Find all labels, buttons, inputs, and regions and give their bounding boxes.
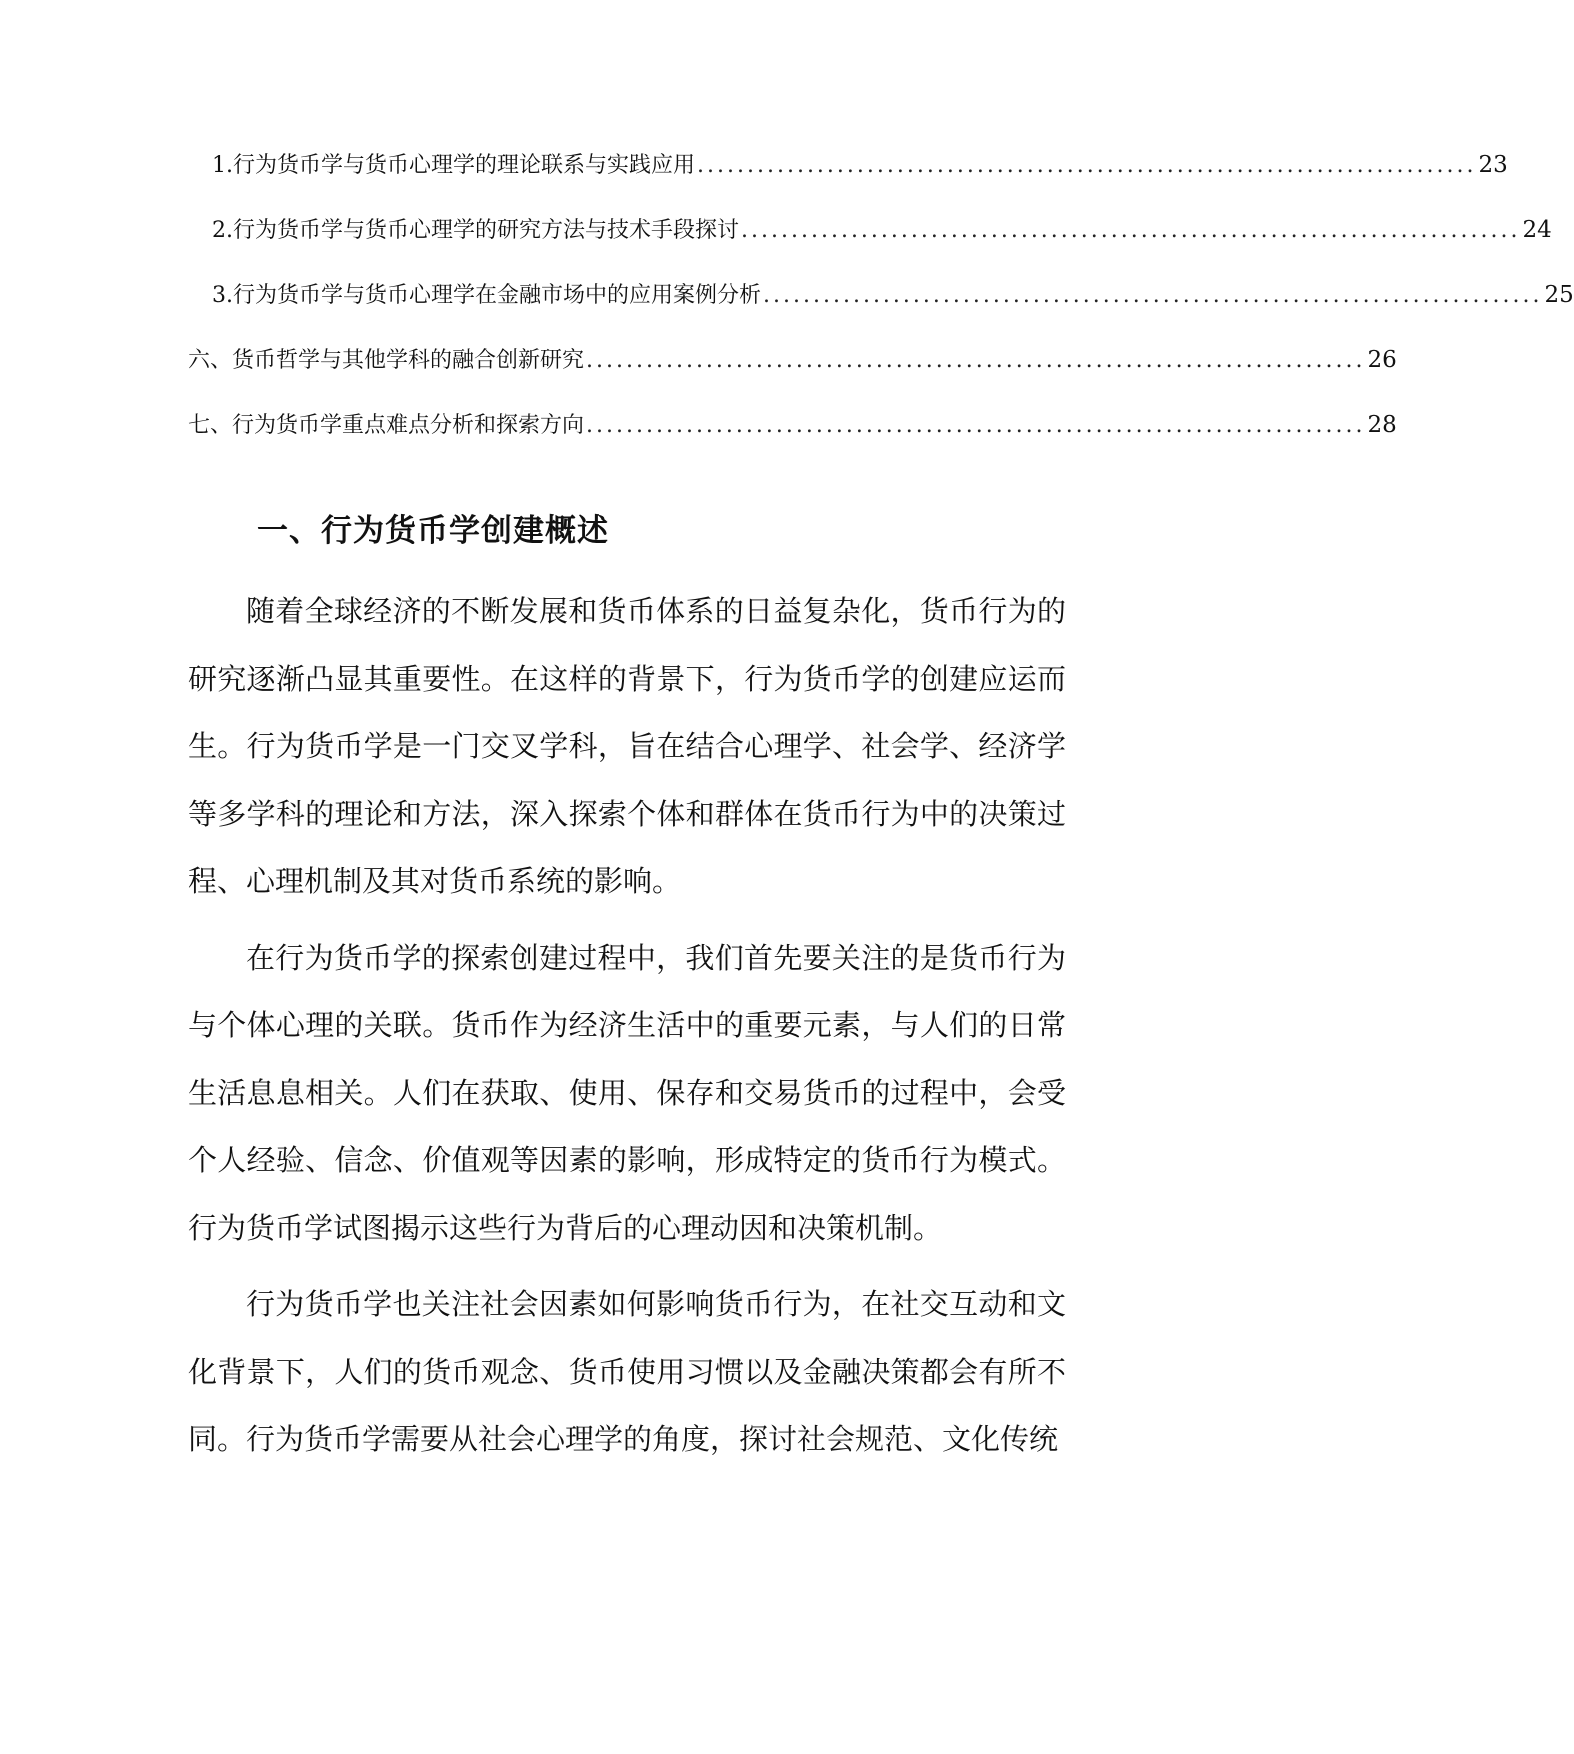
section-heading: 一、行为货币学创建概述 (257, 513, 609, 549)
toc-entry-title: 行为货币学与货币心理学的理论联系与实践应用 (233, 153, 696, 178)
toc-entry[interactable] (212, 278, 1574, 318)
toc-leader-dots: .............................................................................. (586, 413, 1366, 438)
body-paragraph: 行为货币学也关注社会因素如何影响货币行为，在社交互动和文化背景下，人们的货币观念、货币使用习惯以及金融决策都会有所不同。行为货币学需要从社会心理学的角度，探讨社会规范、文化传统 (188, 1287, 1066, 1456)
toc-entry-title: 六、货币哲学与其他学科的融合创新研究 (188, 348, 585, 373)
toc-leader-dots: .............................................................................. (763, 283, 1543, 308)
toc-entry[interactable] (212, 213, 1552, 253)
toc-entry-number: 1. (212, 153, 233, 178)
body-paragraph: 在行为货币学的探索创建过程中，我们首先要关注的是货币行为与个体心理的关联。货币作为经济生活中的重要元素，与人们的日常生活息息相关。人们在获取、使用、保存和交易货币的过程中，会受个人经验、信念、价值观等因素的影响，形成特定的货币行为模式。行为货币学试图揭示这些行为背后的心理动因和决策机制。 (188, 940, 1066, 1245)
toc-entry-title: 七、行为货币学重点难点分析和探索方向 (188, 413, 585, 438)
toc-entry-page: 24 (1522, 217, 1552, 243)
toc-entry-page: 26 (1367, 347, 1397, 373)
toc-entry[interactable] (188, 343, 1397, 383)
section-body (188, 578, 1066, 1474)
toc-entry-page: 28 (1367, 412, 1397, 438)
toc-entry[interactable] (188, 408, 1397, 448)
toc-entry-title: 行为货币学与货币心理学的研究方法与技术手段探讨 (233, 218, 740, 243)
toc-entry-number: 2. (212, 218, 233, 243)
body-paragraph: 随着全球经济的不断发展和货币体系的日益复杂化，货币行为的研究逐渐凸显其重要性。在这样的背景下，行为货币学的创建应运而生。行为货币学是一门交叉学科，旨在结合心理学、社会学、经济学等多学科的理论和方法，深入探索个体和群体在货币行为中的决策过程、心理机制及其对货币系统的影响。 (188, 594, 1066, 898)
toc-entry-number: 3. (212, 283, 233, 308)
toc-entry-page: 25 (1544, 282, 1574, 308)
toc-leader-dots: .............................................................................. (586, 348, 1366, 373)
toc-entry-page: 23 (1478, 152, 1508, 178)
toc-entry-title: 行为货币学与货币心理学在金融市场中的应用案例分析 (233, 283, 762, 308)
toc-leader-dots: .............................................................................. (697, 153, 1477, 178)
toc-leader-dots: .............................................................................. (741, 218, 1521, 243)
toc-entry[interactable] (212, 148, 1508, 188)
